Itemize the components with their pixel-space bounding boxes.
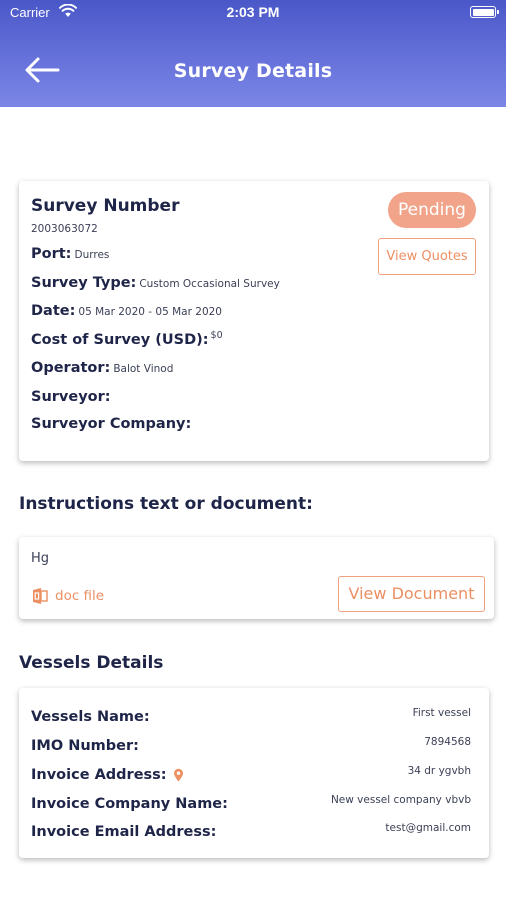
date-row xyxy=(31,303,222,319)
invoice-address-label-wrap xyxy=(31,767,184,783)
survey-card xyxy=(19,181,489,461)
instructions-text: Hg xyxy=(31,551,50,566)
imo-number-label: IMO Number: xyxy=(31,738,139,754)
battery-icon xyxy=(470,6,496,18)
location-pin-icon[interactable] xyxy=(173,768,184,782)
port-row xyxy=(31,246,109,262)
carrier-label: Carrier xyxy=(10,5,50,20)
doc-file-link[interactable] xyxy=(31,587,104,605)
survey-type-label: Survey Type: xyxy=(31,275,137,291)
office-doc-icon xyxy=(31,587,49,605)
date-label: Date: xyxy=(31,303,76,319)
surveyor-company-label: Surveyor Company: xyxy=(31,416,192,432)
invoice-company-label: Invoice Company Name: xyxy=(31,796,228,812)
vessel-row-imo xyxy=(31,738,471,758)
surveyor-label: Surveyor: xyxy=(31,389,111,405)
operator-row xyxy=(31,360,173,376)
vessel-name-label: Vessels Name: xyxy=(31,709,150,725)
invoice-address-label: Invoice Address: xyxy=(31,767,167,783)
status-bar xyxy=(0,0,506,26)
view-document-button[interactable]: View Document xyxy=(338,576,485,612)
status-badge: Pending xyxy=(388,192,476,228)
surveyor-row xyxy=(31,389,114,405)
instructions-card xyxy=(19,537,494,619)
cost-label: Cost of Survey (USD): xyxy=(31,332,209,348)
invoice-address-value: 34 dr ygvbh xyxy=(407,765,471,777)
vessel-row-invoice-address xyxy=(31,767,471,787)
vessel-row-invoice-company xyxy=(31,796,471,816)
invoice-email-value: test@gmail.com xyxy=(385,822,471,834)
instructions-section-title: Instructions text or document: xyxy=(19,494,313,514)
invoice-company-value: New vessel company vbvb xyxy=(330,794,471,806)
clock-time: 2:03 PM xyxy=(226,4,280,20)
survey-number-title: Survey Number xyxy=(31,196,180,216)
doc-file-label: doc file xyxy=(55,588,105,604)
vessel-row-invoice-email xyxy=(31,824,471,844)
survey-number-value: 2003063072 xyxy=(31,223,98,235)
invoice-email-label: Invoice Email Address: xyxy=(31,824,217,840)
operator-value: Balot Vinod xyxy=(113,363,174,375)
cost-value: $0 xyxy=(210,330,223,341)
vessels-section-title: Vessels Details xyxy=(19,653,164,673)
page-title: Survey Details xyxy=(173,60,333,82)
operator-label: Operator: xyxy=(31,360,111,376)
date-value: 05 Mar 2020 - 05 Mar 2020 xyxy=(78,306,222,318)
vessels-card xyxy=(19,688,489,858)
view-quotes-button[interactable]: View Quotes xyxy=(378,238,476,275)
imo-number-value: 7894568 xyxy=(424,736,471,748)
survey-type-value: Custom Occasional Survey xyxy=(139,278,280,290)
cost-row xyxy=(31,332,223,348)
port-value: Durres xyxy=(74,249,110,261)
vessel-row-name xyxy=(31,709,471,729)
port-label: Port: xyxy=(31,246,72,262)
vessel-name-value: First vessel xyxy=(412,707,471,719)
survey-type-row xyxy=(31,275,280,291)
surveyor-company-row xyxy=(31,416,194,432)
header xyxy=(0,0,506,107)
